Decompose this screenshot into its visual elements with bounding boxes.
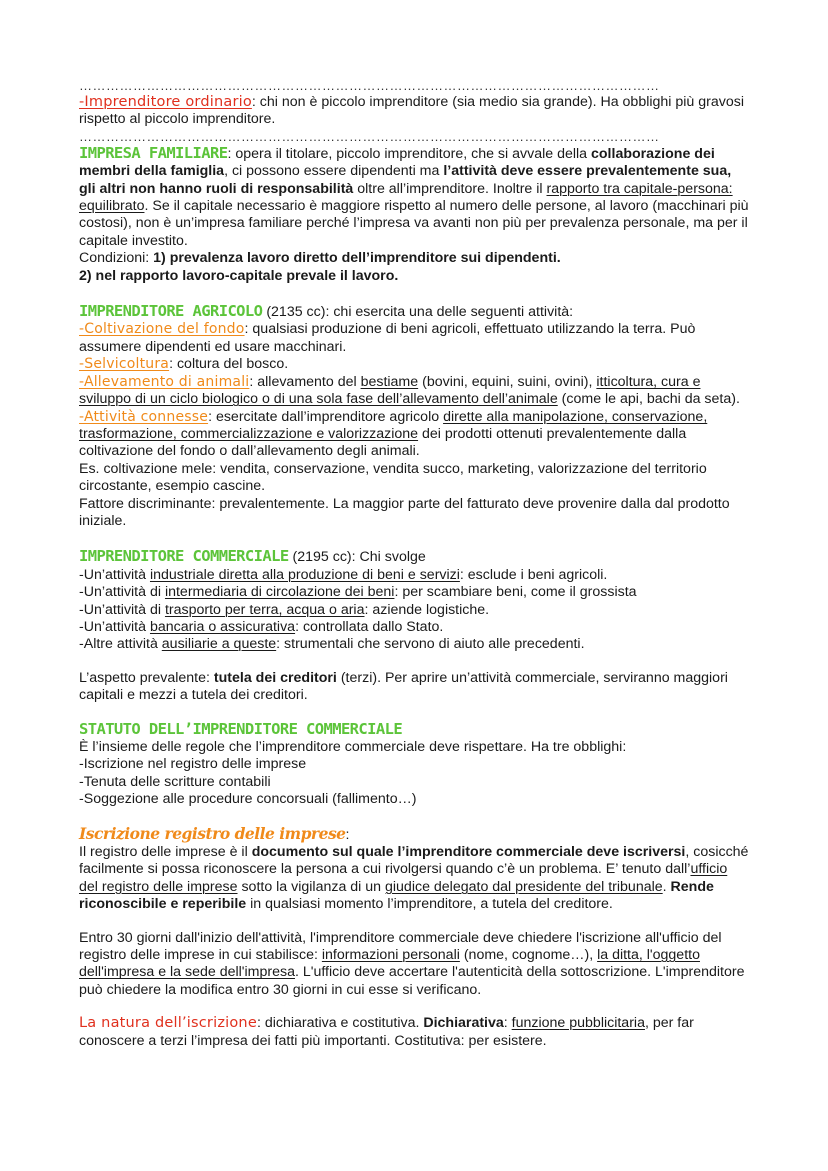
familiare-paragraph: IMPRESA FAMILIARE: opera il titolare, piccolo imprenditore, che si avvale della collaborazione dei membri della famiglia, ci possono essere dipendenti ma l’attività deve essere prevalentemente sua, gli altri non hanno ruoli di responsabilità oltre all’imprenditore. Inoltre il rapporto tra capitale-persona: equilibrato. Se il capitale necessario è maggiore rispetto al numero delle persone, al lavoro (macchinari più costosi), non è un’impresa familiare perché l’impresa va avanti non più per prevalenza personale, ma per il capitale investito. <box>79 143 749 249</box>
iscrizione-paragraph-1: Il registro delle imprese è il documento sul quale l’imprenditore commerciale deve iscriversi, cosicché facilmente si possa riconoscere la persona a cui rivolgersi quando c’è un problema. E’ tenuto dall’ufficio del registro delle imprese sotto la vigilanza di un giudice delegato dal presidente del tribunale. Rende riconoscibile e reperibile in qualsiasi momento l’imprenditore, a tutela del creditore. <box>79 844 749 913</box>
list-item: -Un’attività industriale diretta alla produzione di beni e servizi: esclude i beni agricoli. <box>79 566 608 583</box>
list-item: -Un’attività di trasporto per terra, acqua o aria: aziende logistiche. <box>79 601 490 618</box>
list-item: -Soggezione alle procedure concorsuali (fallimento…) <box>79 791 417 808</box>
iscrizione-heading-line: Iscrizione registro delle imprese: <box>79 823 350 843</box>
familiare-condition-2: 2) nel rapporto lavoro-capitale prevale il lavoro. <box>79 267 399 284</box>
statuto-intro: È l’insieme delle regole che l’imprenditore commerciale deve rispettare. Ha tre obblighi: <box>79 739 627 755</box>
agricolo-coltivazione: -Coltivazione del fondo: qualsiasi produzione di beni agricoli, effettuato utilizzando la terra. Può assumere dipendenti ed usare macchinari. <box>79 321 696 355</box>
natura-term: La natura dell’iscrizione <box>79 1015 257 1032</box>
familiare-conditions: Condizioni: 1) prevalenza lavoro diretto dell’imprenditore sui dipendenti. <box>79 250 561 267</box>
ordinario-paragraph: -Imprenditore ordinario: chi non è piccolo imprenditore (sia medio sia grande). Ha obblighi più gravosi rispetto al piccolo imprenditore. <box>79 94 745 128</box>
list-item: -Un’attività bancaria o assicurativa: controllata dallo Stato. <box>79 618 444 635</box>
dotted-separator: ………………………………………………………………………………………………………………… <box>79 130 660 144</box>
list-item: -Altre attività ausiliarie a queste: strumentali che servono di aiuto alle precedenti. <box>79 636 585 653</box>
agricolo-fattore: Fattore discriminante: prevalentemente. La maggior parte del fatturato deve provenire dalla dal prodotto iniziale. <box>79 495 730 529</box>
agricolo-heading: IMPRENDITORE AGRICOLO <box>79 302 263 321</box>
iscrizione-paragraph-2: Entro 30 giorni dall'inizio dell'attività, l'imprenditore commerciale deve chiedere l'iscrizione all'ufficio del registro delle imprese in cui stabilisce: informazioni personali (nome, cognome…), la ditta, l'oggetto dell'impresa e la sede dell'impresa. L'ufficio deve accertare l'autenticità della sottoscrizione. L'imprenditore può chiedere la modifica entro 30 giorni in cui esse si verificano. <box>79 929 745 998</box>
familiare-heading: IMPRESA FAMILIARE <box>79 143 228 162</box>
list-item: -Iscrizione nel registro delle imprese <box>79 756 307 773</box>
agricolo-esempio: Es. coltivazione mele: vendita, conservazione, vendita succo, marketing, valorizzazione del territorio circostante, esempio cascine. <box>79 460 707 495</box>
document-page <box>79 80 749 1050</box>
ordinario-term: -Imprenditore ordinario <box>79 94 252 110</box>
aspetto-prevalente: L’aspetto prevalente: tutela dei creditori (terzi). Per aprire un’attività commerciale, serviranno maggiori capitali e mezzi a tutela dei creditori. <box>79 669 728 704</box>
list-item: -Un’attività di intermediaria di circolazione dei beni: per scambiare beni, come il grossista <box>79 584 637 601</box>
commerciale-heading: IMPRENDITORE COMMERCIALE <box>79 547 289 566</box>
dotted-separator: ………………………………………………………………………………………………………………… <box>79 80 660 93</box>
natura-paragraph: La natura dell’iscrizione: dichiarativa e costitutiva. Dichiarativa: funzione pubblicitaria, per far conoscere a terzi l’impresa dei fatti più importanti. Costitutiva: per esistere. <box>79 1015 694 1049</box>
agricolo-allevamento: -Allevamento di animali: allevamento del bestiame (bovini, equini, suini, ovini), itticoltura, cura e sviluppo di un ciclo biologico o di una sola fase dell’allevamento dell’animale (come le api, bachi da seta). <box>79 373 740 408</box>
commerciale-heading-line: IMPRENDITORE COMMERCIALE (2195 cc): Chi svolge <box>79 547 426 566</box>
statuto-heading-line <box>79 721 749 739</box>
iscrizione-heading: Iscrizione registro delle imprese <box>79 823 346 843</box>
agricolo-heading-line: IMPRENDITORE AGRICOLO (2135 cc): chi esercita una delle seguenti attività: <box>79 302 574 321</box>
agricolo-selvicoltura: -Selvicoltura: coltura del bosco. <box>79 356 289 373</box>
list-item: -Tenuta delle scritture contabili <box>79 773 271 790</box>
statuto-heading: STATUTO DELL’IMPRENDITORE COMMERCIALE <box>79 719 403 738</box>
agricolo-connesse: -Attività connesse: esercitate dall’imprenditore agricolo dirette alla manipolazione, conservazione, trasformazione, commercializzazione e valorizzazione dei prodotti ottenuti prevalentemente dalla coltivazione del fondo o dall’allevamento degli animali. <box>79 408 708 460</box>
